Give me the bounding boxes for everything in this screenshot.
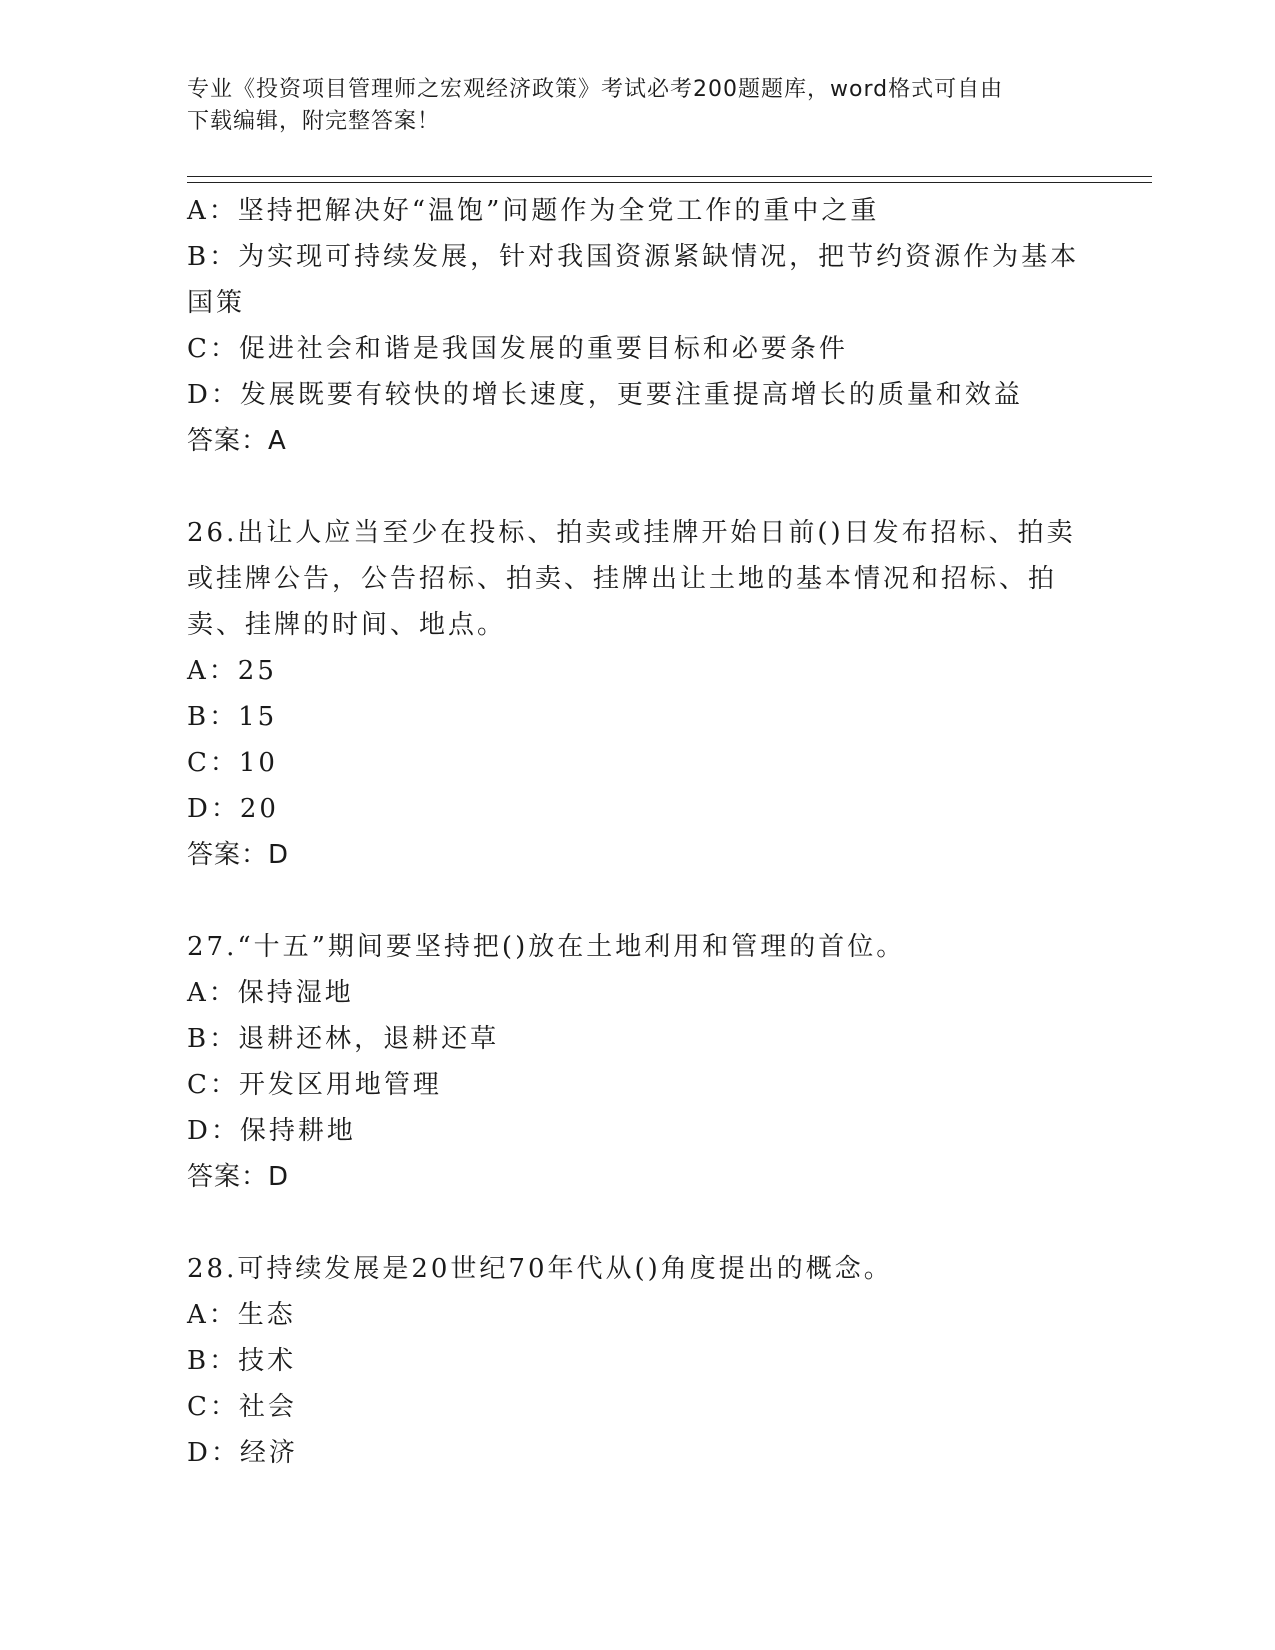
answer-label: 答案：D <box>187 840 290 870</box>
option-d: D：保持耕地 <box>187 1116 356 1146</box>
option-c: C：促进社会和谐是我国发展的重要目标和必要条件 <box>187 334 848 364</box>
question-27 <box>187 924 1087 1200</box>
option-d: D：发展既要有较快的增长速度，更要注重提高增长的质量和效益 <box>187 380 1023 410</box>
option-b-continued: 国策 <box>187 288 246 318</box>
question-text: 27.“十五”期间要坚持把()放在土地利用和管理的首位。 <box>187 932 906 962</box>
option-a: A：坚持把解决好“温饱”问题作为全党工作的重中之重 <box>187 196 880 226</box>
question-text-continued: 卖、挂牌的时间、地点。 <box>187 610 507 640</box>
question-list <box>187 188 1087 1476</box>
header-rule-top <box>187 176 1152 177</box>
header-line-2: 下载编辑，附完整答案！ <box>187 109 441 134</box>
answer-label: 答案：A <box>187 426 287 456</box>
header-rule-bottom <box>187 182 1152 183</box>
option-c: C：开发区用地管理 <box>187 1070 442 1100</box>
spacer <box>187 1200 1087 1246</box>
question-26 <box>187 510 1087 878</box>
option-d: D：20 <box>187 794 279 824</box>
option-a: A：25 <box>187 656 277 686</box>
option-b: B：技术 <box>187 1346 297 1376</box>
spacer <box>187 464 1087 510</box>
option-c: C：10 <box>187 748 278 778</box>
document-header <box>187 74 1087 138</box>
option-b: B：15 <box>187 702 278 732</box>
option-a: A：生态 <box>187 1300 296 1330</box>
answer-label: 答案：D <box>187 1162 290 1192</box>
option-b: B：退耕还林，退耕还草 <box>187 1024 500 1054</box>
question-28 <box>187 1246 1087 1476</box>
question-text: 28.可持续发展是20世纪70年代从()角度提出的概念。 <box>187 1254 893 1284</box>
question-text: 26.出让人应当至少在投标、拍卖或挂牌开始日前()日发布招标、拍卖 <box>187 518 1076 548</box>
option-b: B：为实现可持续发展，针对我国资源紧缺情况，把节约资源作为基本 <box>187 242 1080 272</box>
question-25 <box>187 188 1087 464</box>
header-line-1: 专业《投资项目管理师之宏观经济政策》考试必考200题题库，word格式可自由 <box>187 77 1004 102</box>
question-text-continued: 或挂牌公告，公告招标、拍卖、挂牌出让土地的基本情况和招标、拍 <box>187 564 1058 594</box>
spacer <box>187 878 1087 924</box>
option-a: A：保持湿地 <box>187 978 354 1008</box>
option-c: C：社会 <box>187 1392 297 1422</box>
option-d: D：经济 <box>187 1438 298 1468</box>
